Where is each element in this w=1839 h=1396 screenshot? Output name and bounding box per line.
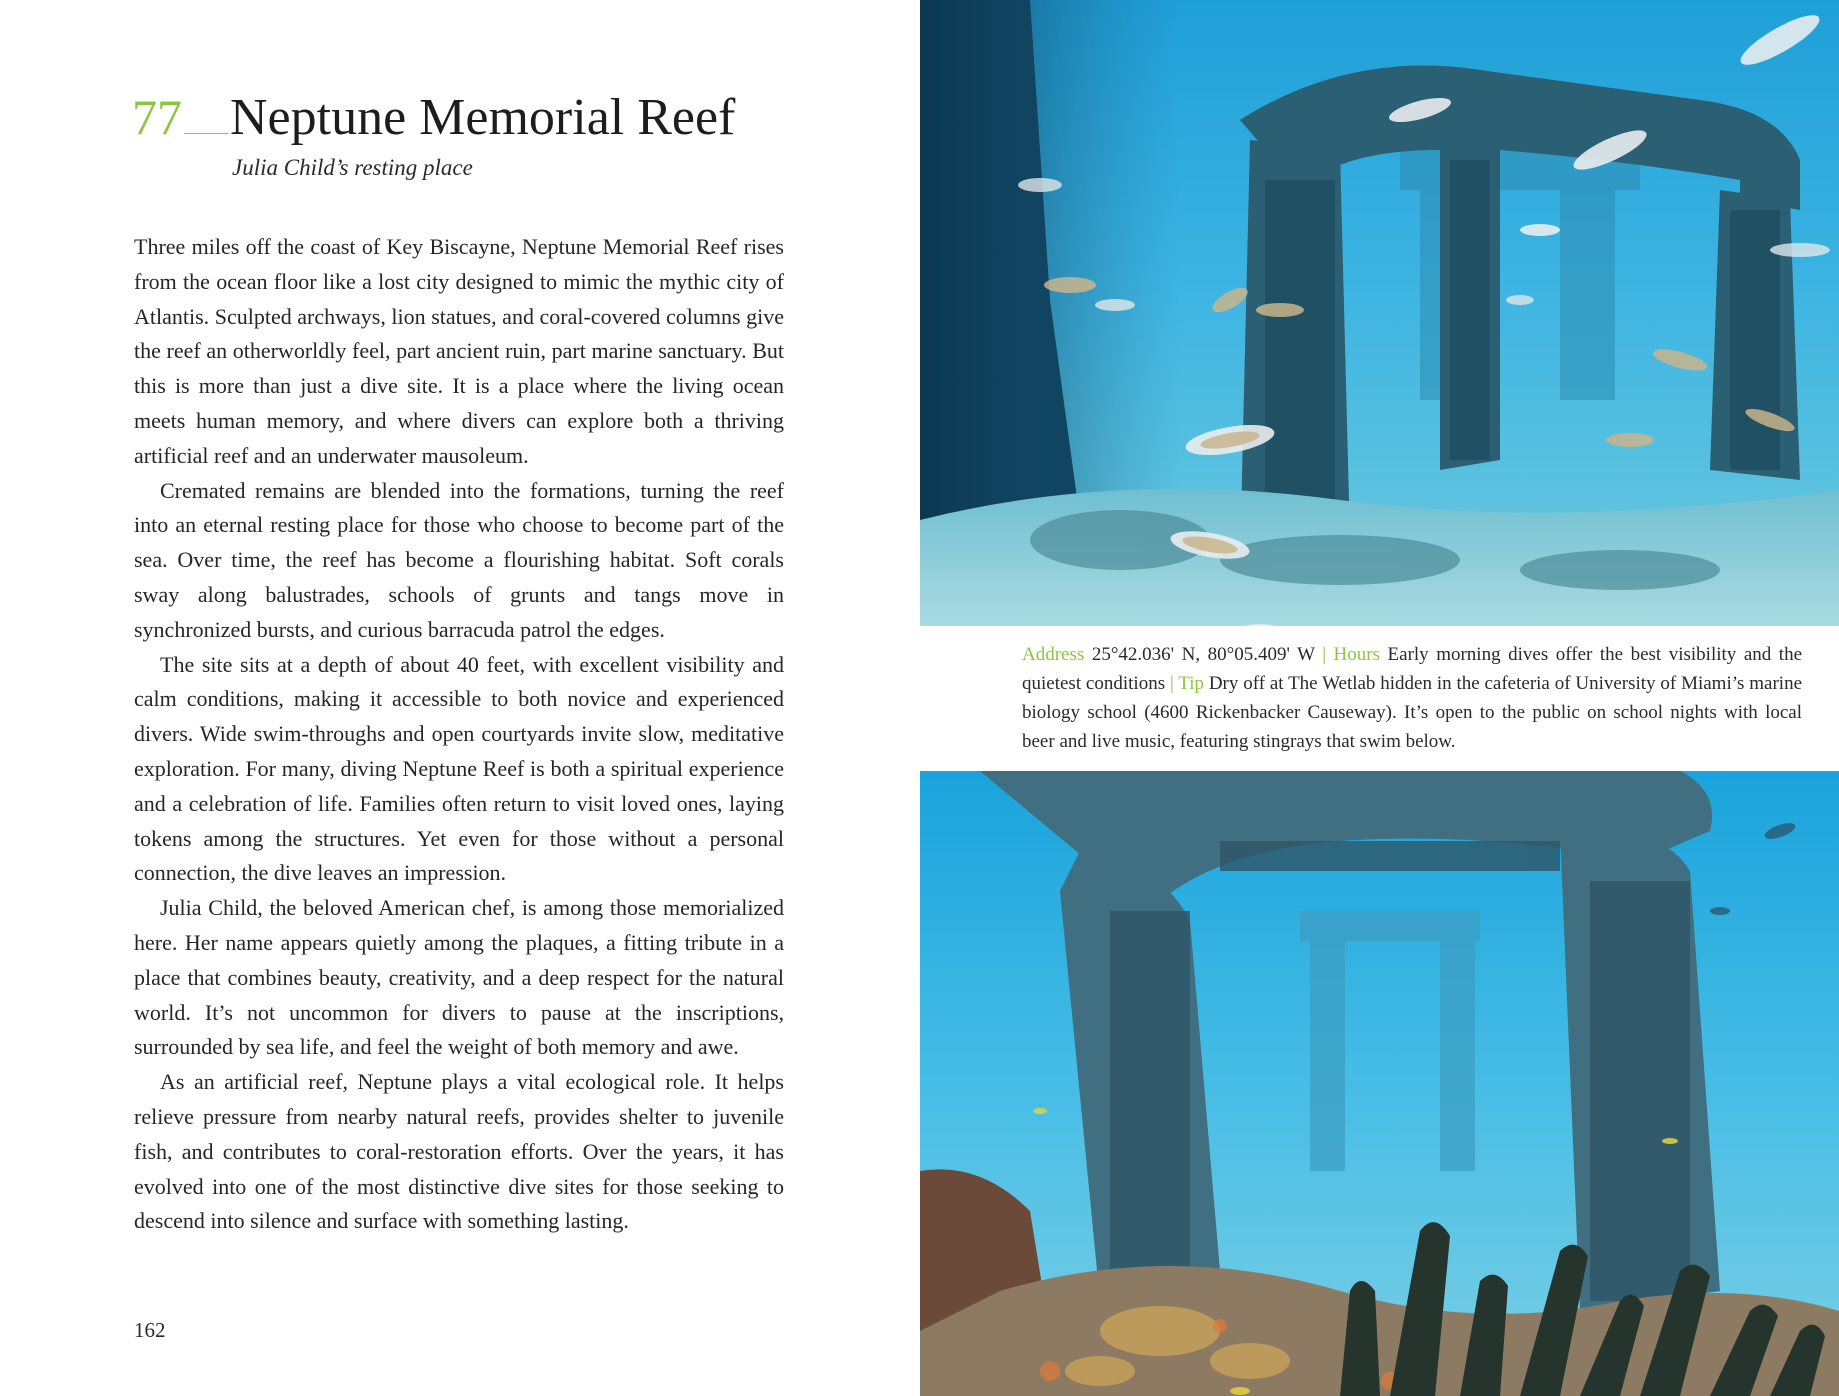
body-paragraph-4: Julia Child, the beloved American chef, is among those memorialized here. Her name appears quietly among the plaques, a fitting tribute in a place that combines beauty, creativity, and a deep respect for the natural world. It’s not uncommon for divers to pause at the inscriptions, surrounded by sea life, and feel the weight of both memory and awe. — [134, 895, 784, 1060]
body-paragraph-2: Cremated remains are blended into the formations, turning the reef into an eternal resting place for those who choose to become part of the sea. Over time, the reef has become a flourishing habitat. Soft corals sway along balustrades, schools of grunts and tangs move in synchronized bursts, and curious barracuda patrol the edges. — [134, 477, 784, 642]
article-subtitle: Julia Child’s resting place — [232, 155, 473, 180]
address-value: 25°42.036' N, 80°05.409' W — [1091, 644, 1315, 665]
title-rule — [184, 133, 228, 134]
body-paragraph-1: Three miles off the coast of Key Biscayne, Neptune Memorial Reef rises from the ocean floor like a lost city designed to mimic the mythic city of Atlantis. Sculpted archways, lion statues, and coral-covered columns give the reef an otherworldly feel, part ancient ruin, part marine sanctuary. But this is more than just a dive site. It is a place where the living ocean meets human memory, and where divers can explore both a thriving artificial reef and an underwater mausoleum. — [134, 234, 784, 468]
article-heading — [132, 88, 735, 158]
hours-value: Early morning dives offer the best visibility and the quietest conditions — [1022, 644, 1803, 694]
reef-coral-arch-image — [920, 771, 1839, 1396]
caption-separator: | — [1322, 644, 1327, 665]
article-number: 77 — [132, 89, 182, 145]
tip-label: Tip — [1178, 673, 1204, 694]
body-paragraph-3: The site sits at a depth of about 40 feet, with excellent visibility and calm conditions, making it accessible to both novice and experienced divers. Wide swim-throughs and open courtyards invite slow, meditative exploration. For many, diving Neptune Reef is both a spiritual experience and a celebration of life. Families often return to visit loved ones, laying tokens among the structures. Yet even for those without a personal connection, the dive leaves an impression. — [134, 651, 784, 886]
reef-photo-top — [920, 0, 1839, 626]
reef-photo-bottom — [920, 771, 1839, 1396]
address-label: Address — [1022, 644, 1085, 665]
hours-label: Hours — [1333, 644, 1380, 665]
tip-value: Dry off at The Wetlab hidden in the cafeteria of University of Miami’s marine biology school (4600 Rickenbacker Causeway). It’s open to the public on school nights with local beer and live music, featuring stingrays that swim below. — [1022, 673, 1803, 752]
reef-arches-fish-image — [920, 0, 1839, 626]
photo-caption — [1022, 640, 1802, 756]
left-page — [0, 0, 918, 1396]
body-paragraph-5: As an artificial reef, Neptune plays a vital ecological role. It helps relieve pressure from nearby natural reefs, provides shelter to juvenile fish, and contributes to coral-restoration efforts. Over the years, it has evolved into one of the most distinctive dive sites for those seeking to descend into silence and surface with something lasting. — [134, 1069, 784, 1234]
article-body — [134, 230, 784, 1239]
right-page — [918, 0, 1839, 1396]
article-title: Neptune Memorial Reef — [230, 89, 736, 146]
caption-separator: | — [1169, 673, 1174, 694]
page-number: 162 — [134, 1318, 166, 1342]
